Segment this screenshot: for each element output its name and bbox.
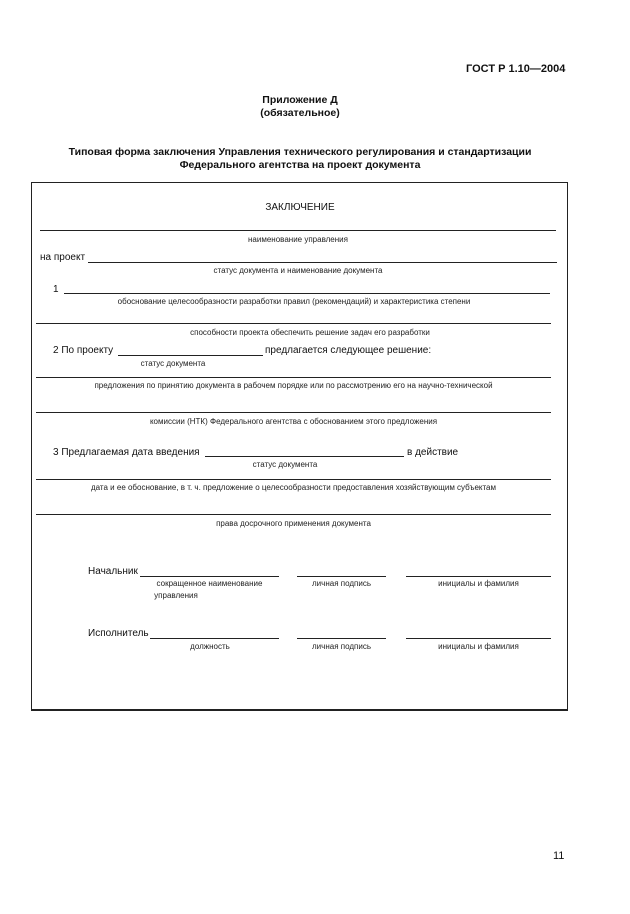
item3-suffix: в действие <box>407 447 459 458</box>
item3-caption-b: права досрочного применения документа <box>216 519 371 528</box>
head-signature-caption: личная подпись <box>312 579 371 588</box>
appendix-status: (обязательное) <box>260 107 340 119</box>
on-project-label: на проект <box>40 252 86 263</box>
head-initials-caption: инициалы и фамилия <box>438 579 519 588</box>
item3-status-line <box>205 456 404 457</box>
item2-label: 2 По проекту <box>53 345 114 356</box>
standard-code: ГОСТ Р 1.10—2004 <box>466 63 566 75</box>
status-name-caption: статус документа и наименование документа <box>213 266 383 275</box>
head-abbr-line <box>140 576 279 577</box>
item1-line-2 <box>36 323 551 324</box>
form-title-line2: Федерального агентства на проект документа <box>179 159 421 171</box>
department-caption: наименование управления <box>248 235 348 244</box>
item3-line <box>36 479 551 480</box>
exec-signature-line <box>297 638 386 639</box>
exec-initials-line <box>406 638 551 639</box>
item2-caption-b: комиссии (НТК) Федерального агентства с обоснованием этого предложения <box>149 417 438 426</box>
item2-line-2 <box>36 412 551 413</box>
exec-position-line <box>150 638 279 639</box>
department-line <box>40 230 556 231</box>
item2-caption-a: предложения по принятию документа в рабочем порядке или по рассмотрению его на научно-технической <box>94 381 493 390</box>
item2-line <box>36 377 551 378</box>
project-line <box>88 262 557 263</box>
item3-status-caption: статус документа <box>252 460 318 469</box>
head-signature-line <box>297 576 386 577</box>
exec-signature-caption: личная подпись <box>312 642 371 651</box>
item1-number: 1 <box>53 284 59 295</box>
item1-caption-b: способности проекта обеспечить решение задач его разработки <box>190 328 430 337</box>
page-number: 11 <box>553 850 565 862</box>
appendix-title: Приложение Д <box>262 94 338 106</box>
head-initials-line <box>406 576 551 577</box>
head-abbr-caption-2: управления <box>154 591 198 600</box>
exec-initials-caption: инициалы и фамилия <box>438 642 519 651</box>
head-label: Начальник <box>88 566 138 577</box>
form-title-line1: Типовая форма заключения Управления технического регулирования и стандартизации <box>68 146 532 158</box>
item3-label: 3 Предлагаемая дата введения <box>53 447 200 458</box>
item2-status-caption: статус документа <box>140 359 206 368</box>
exec-position-caption: должность <box>190 642 230 651</box>
item1-caption-a: обоснование целесообразности разработки правил (рекомендаций) и характеристика степени <box>117 297 471 306</box>
item3-caption-a: дата и ее обоснование, в т. ч. предложение о целесообразности предоставления хозяйствующим субъектам <box>90 483 497 492</box>
form-heading: ЗАКЛЮЧЕНИЕ <box>265 202 335 213</box>
head-abbr-caption-1: сокращенное наименование <box>156 579 263 588</box>
exec-label: Исполнитель <box>88 628 149 639</box>
item2-suffix: предлагается следующее решение: <box>265 345 432 356</box>
item1-line <box>64 293 550 294</box>
item2-status-line <box>118 355 263 356</box>
item3-line-2 <box>36 514 551 515</box>
